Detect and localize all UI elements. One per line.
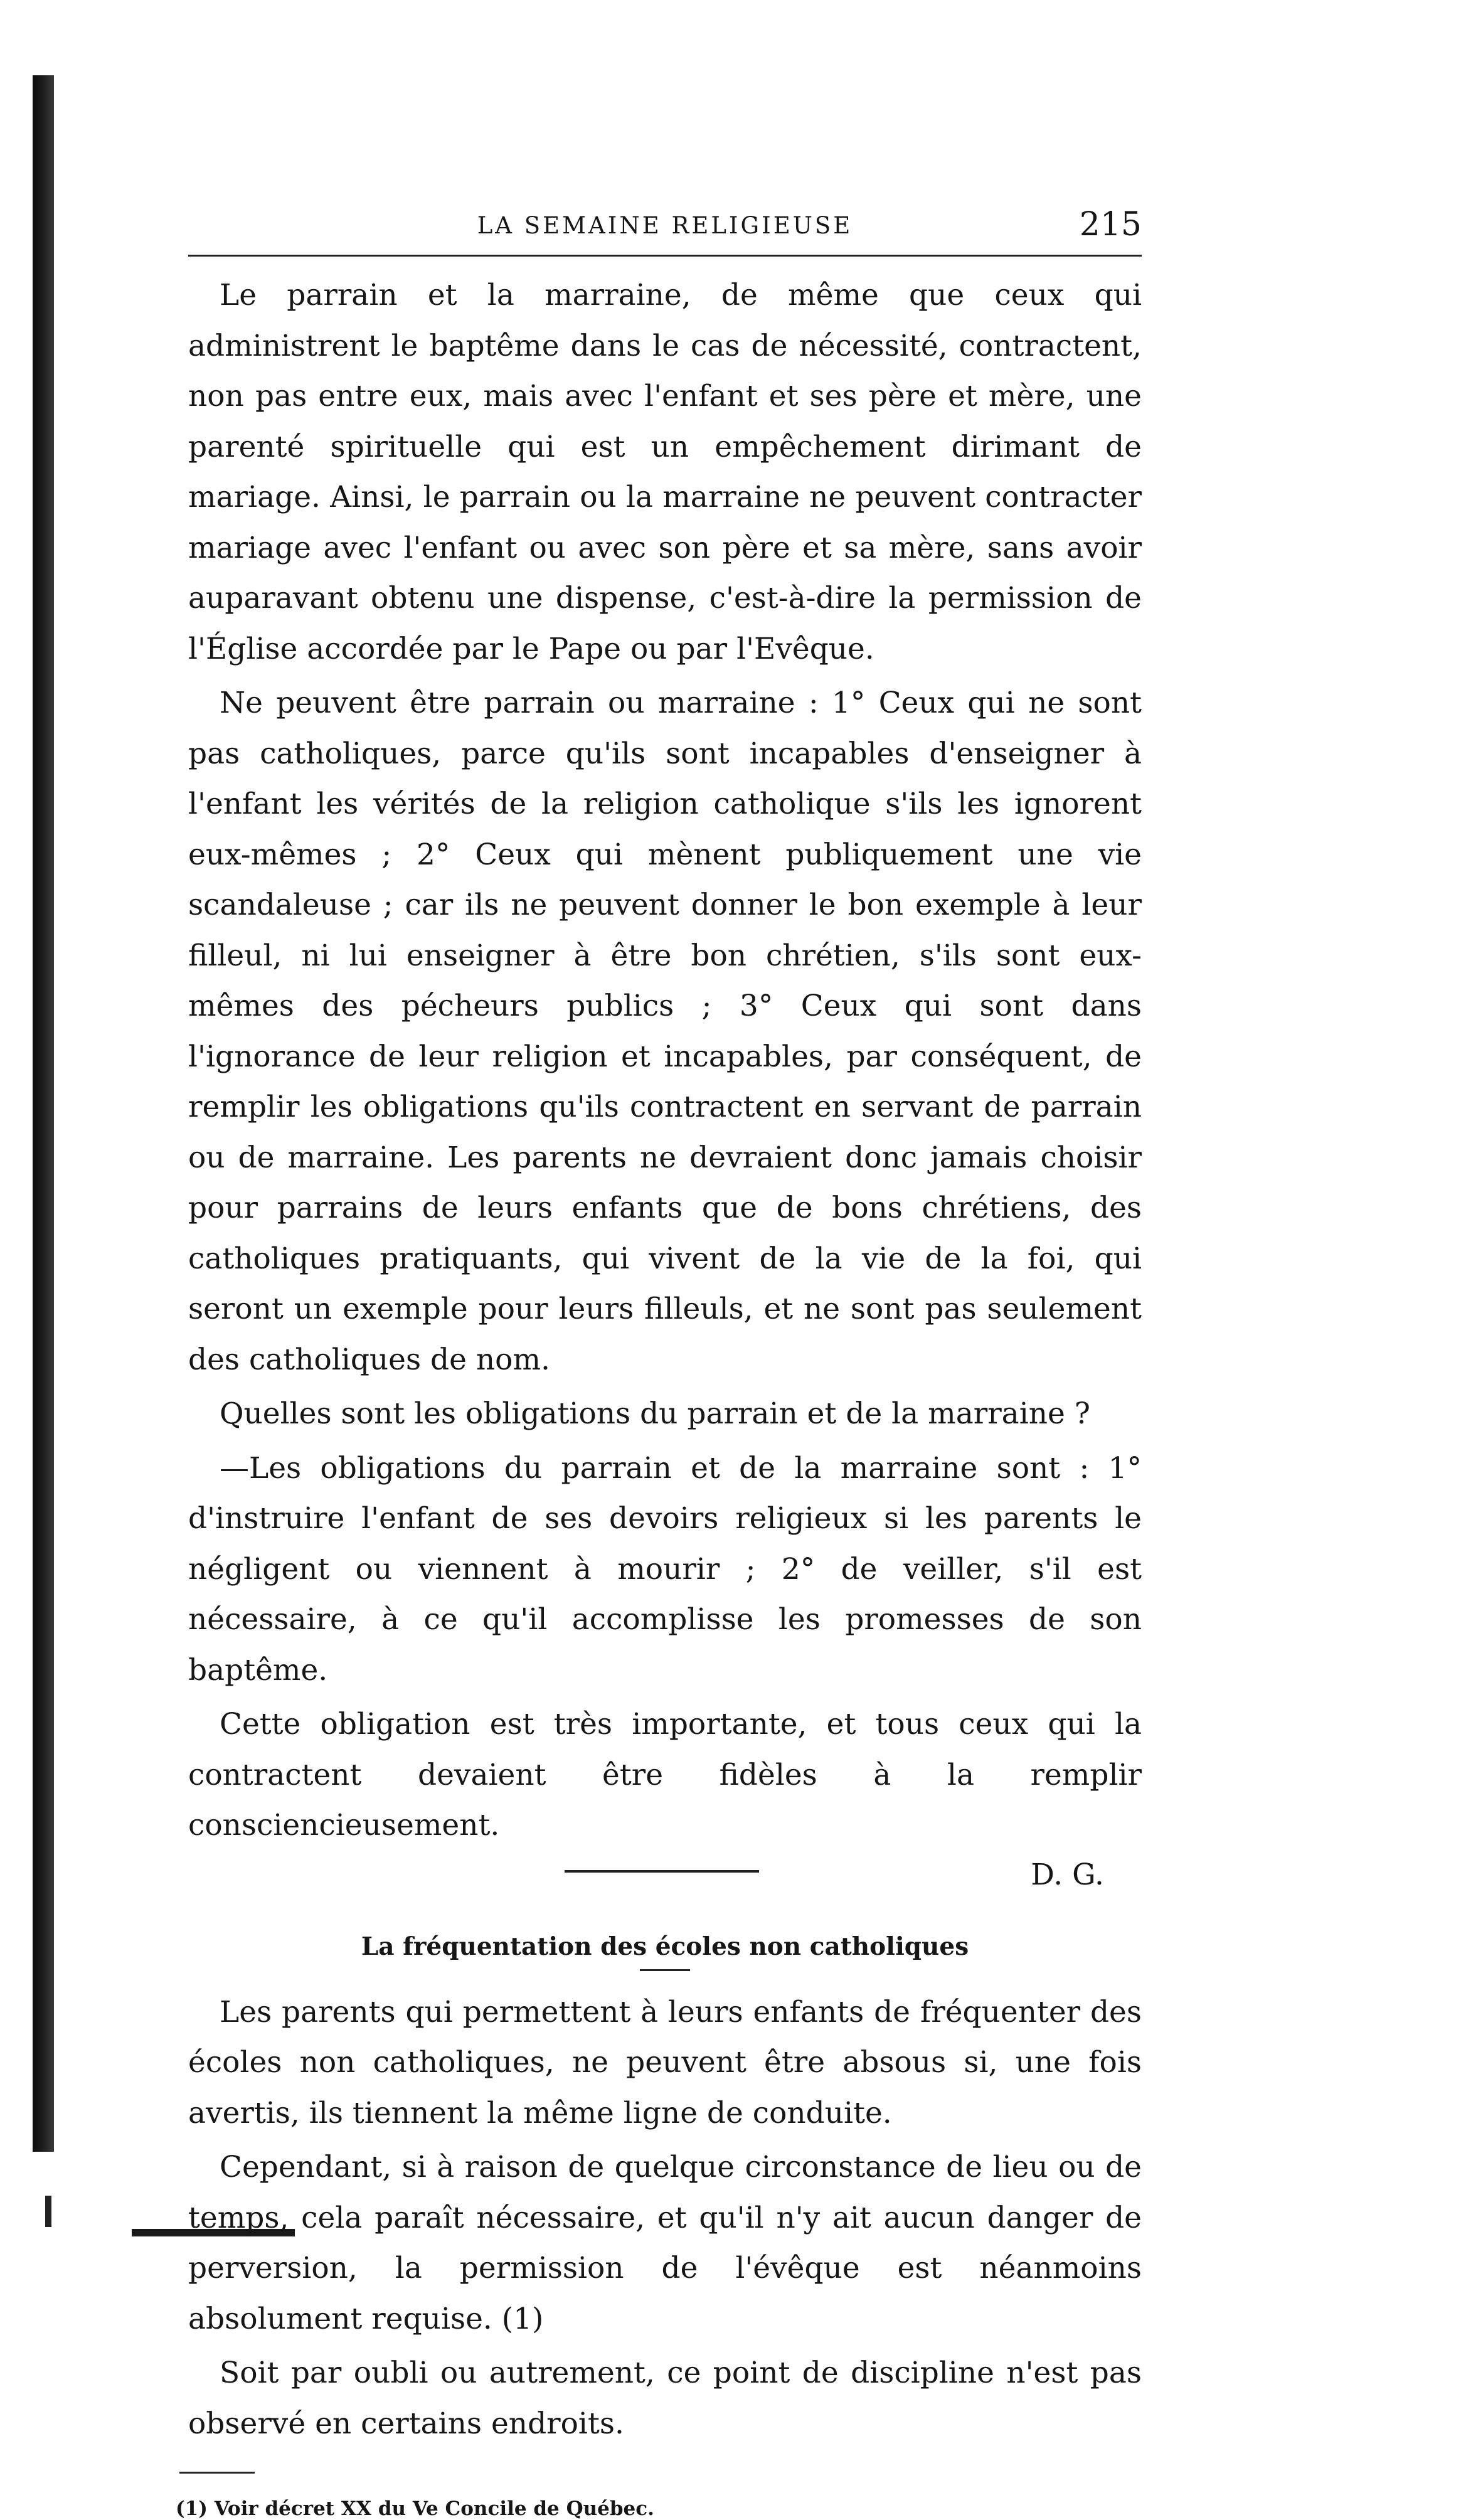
footnote-rule (179, 2472, 255, 2474)
signature: D. G. (1031, 1857, 1104, 1892)
section-title-rule (640, 1969, 690, 1971)
signature-row (188, 1858, 1142, 1913)
paragraph-ne-peuvent: Ne peuvent être parrain ou marraine : 1° Ceux qui ne sont pas catholiques, parce qu'ils sont incapables d'enseigner à l'enfant les vérités de la religion catholique s'ils les ignorent eux-mêmes ; 2° Ceux qui mènent publiquement une vie scandaleuse ; car ils ne peuvent donner le bon exemple à leur filleul, ni lui enseigner à être bon chrétien, s'ils sont eux-mêmes des pécheurs publics ; 3° Ceux qui sont dans l'ignorance de leur religion et incapables, par conséquent, de remplir les obligations qu'ils contractent en servant de parrain ou de marraine. Les parents ne devraient donc jamais choisir pour parrains de leurs enfants que de bons chrétiens, des catholiques pratiquants, qui vivent de la vie de la foi, qui seront un exemple pour leurs filleuls, et ne sont pas seulement des catholiques de nom. (188, 686, 1142, 1377)
footnote: (1) Voir décret XX du Ve Concile de Québec. (176, 2497, 654, 2520)
signature-rule (565, 1870, 759, 1873)
paragraph-importance: Cette obligation est très importante, et tous ceux qui la contractent devaient être fidèles à la remplir consciencieusement. (188, 1707, 1142, 1842)
section-paragraph-3: Soit par oubli ou autrement, ce point de discipline n'est pas observé en certains endroits. (188, 2356, 1142, 2441)
paragraph-question: Quelles sont les obligations du parrain et de la marraine ? (220, 1396, 1090, 1431)
running-title: LA SEMAINE RELIGIEUSE (477, 212, 853, 239)
page-header (188, 201, 1142, 255)
section-title: La fréquentation des écoles non catholiques (361, 1932, 969, 1961)
page-number: 215 (1079, 206, 1142, 243)
paragraph-obligations: —Les obligations du parrain et de la marraine sont : 1° d'instruire l'enfant de ses devoirs religieux si les parents le négligent ou viennent à mourir ; 2° de veiller, s'il est nécessaire, à ce qu'il accomplisse les promesses de son baptême. (188, 1450, 1142, 1688)
header-rule (188, 255, 1142, 257)
section-paragraph-2: Cependant, si à raison de quelque circonstance de lieu ou de temps, cela paraît nécessaire, et qu'il n'y ait aucun danger de perversion, la permission de l'évêque est néanmoins absolument requise. (1) (188, 2150, 1142, 2336)
scan-edge-mark (45, 2196, 51, 2227)
section-paragraph-1: Les parents qui permettent à leurs enfants de fréquenter des écoles non catholiques, ne peuvent être absous si, une fois avertis, ils tiennent la même ligne de conduite. (188, 1994, 1142, 2130)
scan-binding-shadow (33, 75, 54, 2152)
document-page (176, 201, 1142, 2520)
paragraph-parenté: Le parrain et la marraine, de même que ceux qui administrent le baptême dans le cas de nécessité, contractent, non pas entre eux, mais avec l'enfant et ses père et mère, une parenté spirituelle qui est un empêchement dirimant de mariage. Ainsi, le parrain ou la marraine ne peuvent contracter mariage avec l'enfant ou avec son père et sa mère, sans avoir auparavant obtenu une dispense, c'est-à-dire la permission de l'Église accordée par le Pape ou par l'Evêque. (188, 278, 1142, 666)
